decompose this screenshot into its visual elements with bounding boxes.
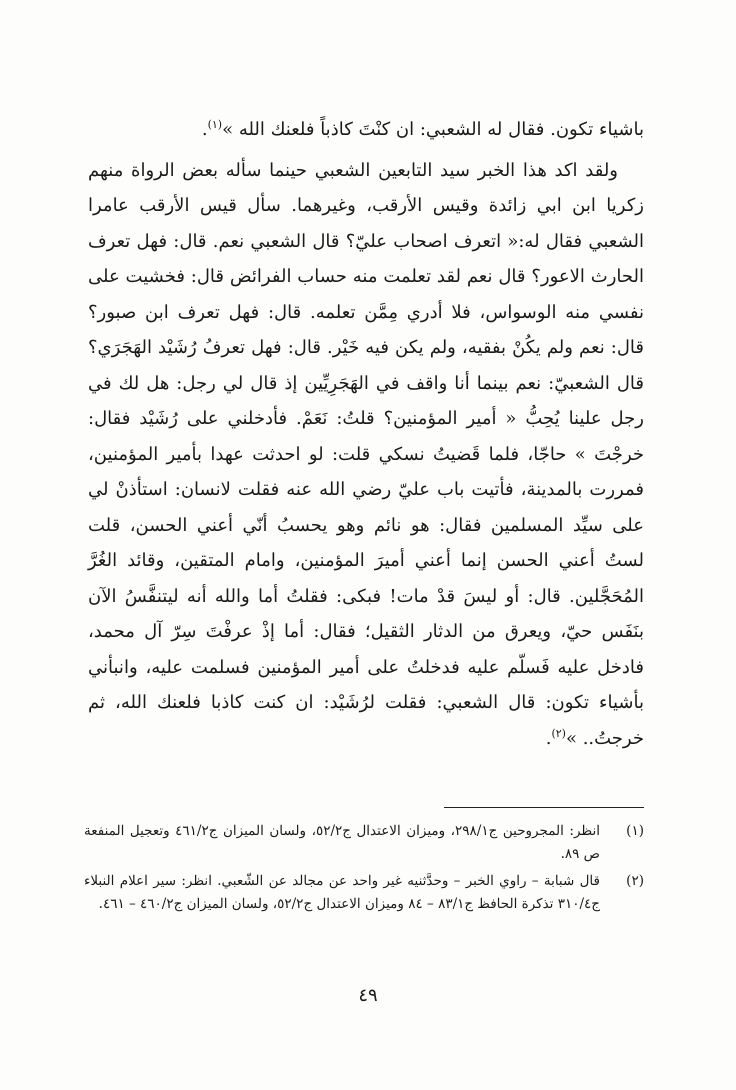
page-number: ٤٩	[358, 985, 378, 1006]
footnote-2-number: (٢)	[626, 873, 644, 889]
main-text	[88, 112, 644, 756]
footnote-ref-2[interactable]: (٢)	[551, 726, 566, 740]
footnote-2	[84, 870, 644, 915]
footnote-1-number: (١)	[626, 823, 644, 839]
paragraph-2-end: .	[545, 727, 552, 749]
paragraph-1-end: .	[201, 119, 208, 140]
paragraph-2	[88, 153, 644, 757]
footnote-1	[84, 820, 644, 865]
paragraph-2-text: ولقد اكد هذا الخبر سيد التابعين الشعبي حينما سأله بعض الرواة منهم زكريا ابن ابي زائدة وقيس الأرقب، وغيرهما. سأل قيس الأرقب عامرا الشعبي فقال له:« اتعرف اصحاب عليّ؟ قال الشعبي نعم. قال: فهل تعرف الحارث الاعور؟ قال نعم لقد تعلمت منه حساب الفرائض قال: فخشيت على نفسي منه الوسواس، فلا أدري مِمَّن تعلمه. قال: فهل تعرف ابن صبور؟ قال: نعم ولم يكُنْ بفقيه، ولم يكن فيه خَيْر. قال: فهل تعرفُ رُشَيْد الهَجَرَي؟ قال الشعبيّ: نعم بينما أنا واقف في الهَجَرِيِّين إذ قال لي رجل: هل لك في رجل علينا يُحِبُّ « أمير المؤمنين؟ قلتُ: نَعَمْ. فأدخلني على رُشَيْد فقال: خرجْتَ » حاجّا، فلما قَضيتُ نسكي قلت: لو احدثت عهدا بأمير المؤمنين، فمررت بالمدينة، فأتيت باب عليّ رضي الله عنه فقلت لانسان: استأذنْ لي على سيِّد المسلمين فقال: هو نائم وهو يحسبُ أنّي أعني الحسن، قلت لستُ أعني الحسن إنما أعني أميرَ المؤمنين، وامام المتقين، وقائد الغُرَّ المُحَجَّلين. قال: أو ليسَ قدْ مات! فبكى: فقلتُ أما والله أنه ليتنفَّسُ الآن بنَفَس حيّ، ويعرق من الدثار الثقيل؛ فقال: أما إذْ عرفْتَ سِرّ آل محمد، فادخل عليه فَسلّم عليه فدخلتُ على أمير المؤمنين فسلمت عليه، وانبأني بأشياء تكون: قال الشعبي: فقلت لرُشَيْد: ان كنت كاذبا فلعنك الله، ثم خرجتُ.. »	[88, 159, 644, 749]
paragraph-1-text: باشياء تكون. فقال له الشعبي: ان كنْتَ كاذباً فلعنك الله »	[222, 119, 644, 140]
paragraph-1	[88, 112, 644, 148]
footnotes	[84, 820, 644, 920]
footnote-1-text: انظر: المجروحين ج٢٩٨/١، وميزان الاعتدال ج٥٢/٢، ولسان الميزان ج٤٦١/٢ وتعجيل المنفعة ص ٨٩.	[84, 823, 600, 862]
footnote-ref-1[interactable]: (١)	[207, 118, 223, 131]
footnote-separator	[444, 807, 644, 808]
footnote-2-text: قال شبابة – راوي الخبر – وحدَّثنيه غير واحد عن مجالد عن الشّعبي. انظر: سير اعلام النبلاء ج٣١٠/٤ تذكرة الحافظ ج٨٣/١ – ٨٤ وميزان الاعتدال ج٥٢/٢، ولسان الميزان ج٤٦٠/٢ – ٤٦١.	[84, 873, 600, 912]
